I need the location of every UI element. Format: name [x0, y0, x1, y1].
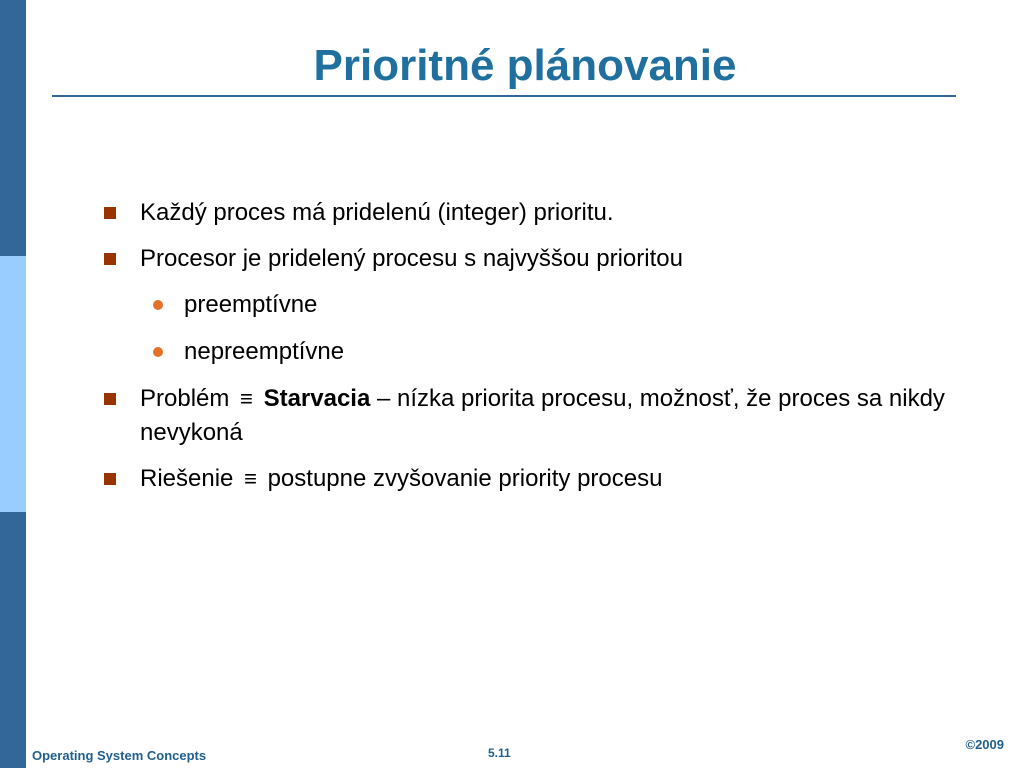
square-bullet-icon	[104, 473, 116, 485]
bullet-text-lead: Riešenie	[140, 465, 234, 492]
bullet-item-4	[100, 462, 990, 496]
equivalence-symbol: ≡	[244, 466, 257, 491]
bullet-text: Procesor je pridelený procesu s najvyššou prioritou	[140, 245, 683, 272]
bullet-item-3	[100, 382, 990, 450]
sidebar-middle-band	[0, 256, 26, 512]
footer-course-title: Operating System Concepts	[32, 748, 207, 763]
sub-bullet-item-2	[100, 335, 990, 369]
bullet-text-lead: Problém	[140, 385, 230, 412]
square-bullet-icon	[104, 393, 116, 405]
round-bullet-icon	[153, 300, 163, 310]
sidebar-top-band	[0, 0, 26, 256]
footer-slide-number: 5.11	[488, 746, 511, 760]
sub-bullet-text: preemptívne	[184, 291, 318, 318]
round-bullet-icon	[153, 347, 163, 357]
bullet-text-rest: – nízka priorita procesu, možnosť, že proces sa nikdy nevykoná	[140, 385, 945, 446]
slide-title: Prioritné plánovanie	[313, 41, 737, 90]
bullet-list	[100, 196, 990, 508]
bullet-item-1	[100, 196, 990, 230]
footer-copyright: ©2009	[965, 737, 1004, 752]
bullet-text: Každý proces má pridelenú (integer) prioritu.	[140, 199, 614, 226]
bullet-term-bold: Starvacia	[263, 385, 371, 412]
square-bullet-icon	[104, 253, 116, 265]
sub-bullet-item-1	[100, 288, 990, 322]
equivalence-symbol: ≡	[240, 386, 253, 411]
sub-bullet-text: nepreemptívne	[184, 338, 345, 365]
bullet-text-rest: postupne zvyšovanie priority procesu	[267, 465, 663, 492]
sidebar-bottom-band	[0, 512, 26, 768]
title-underline	[52, 95, 956, 97]
square-bullet-icon	[104, 207, 116, 219]
bullet-item-2	[100, 242, 990, 276]
